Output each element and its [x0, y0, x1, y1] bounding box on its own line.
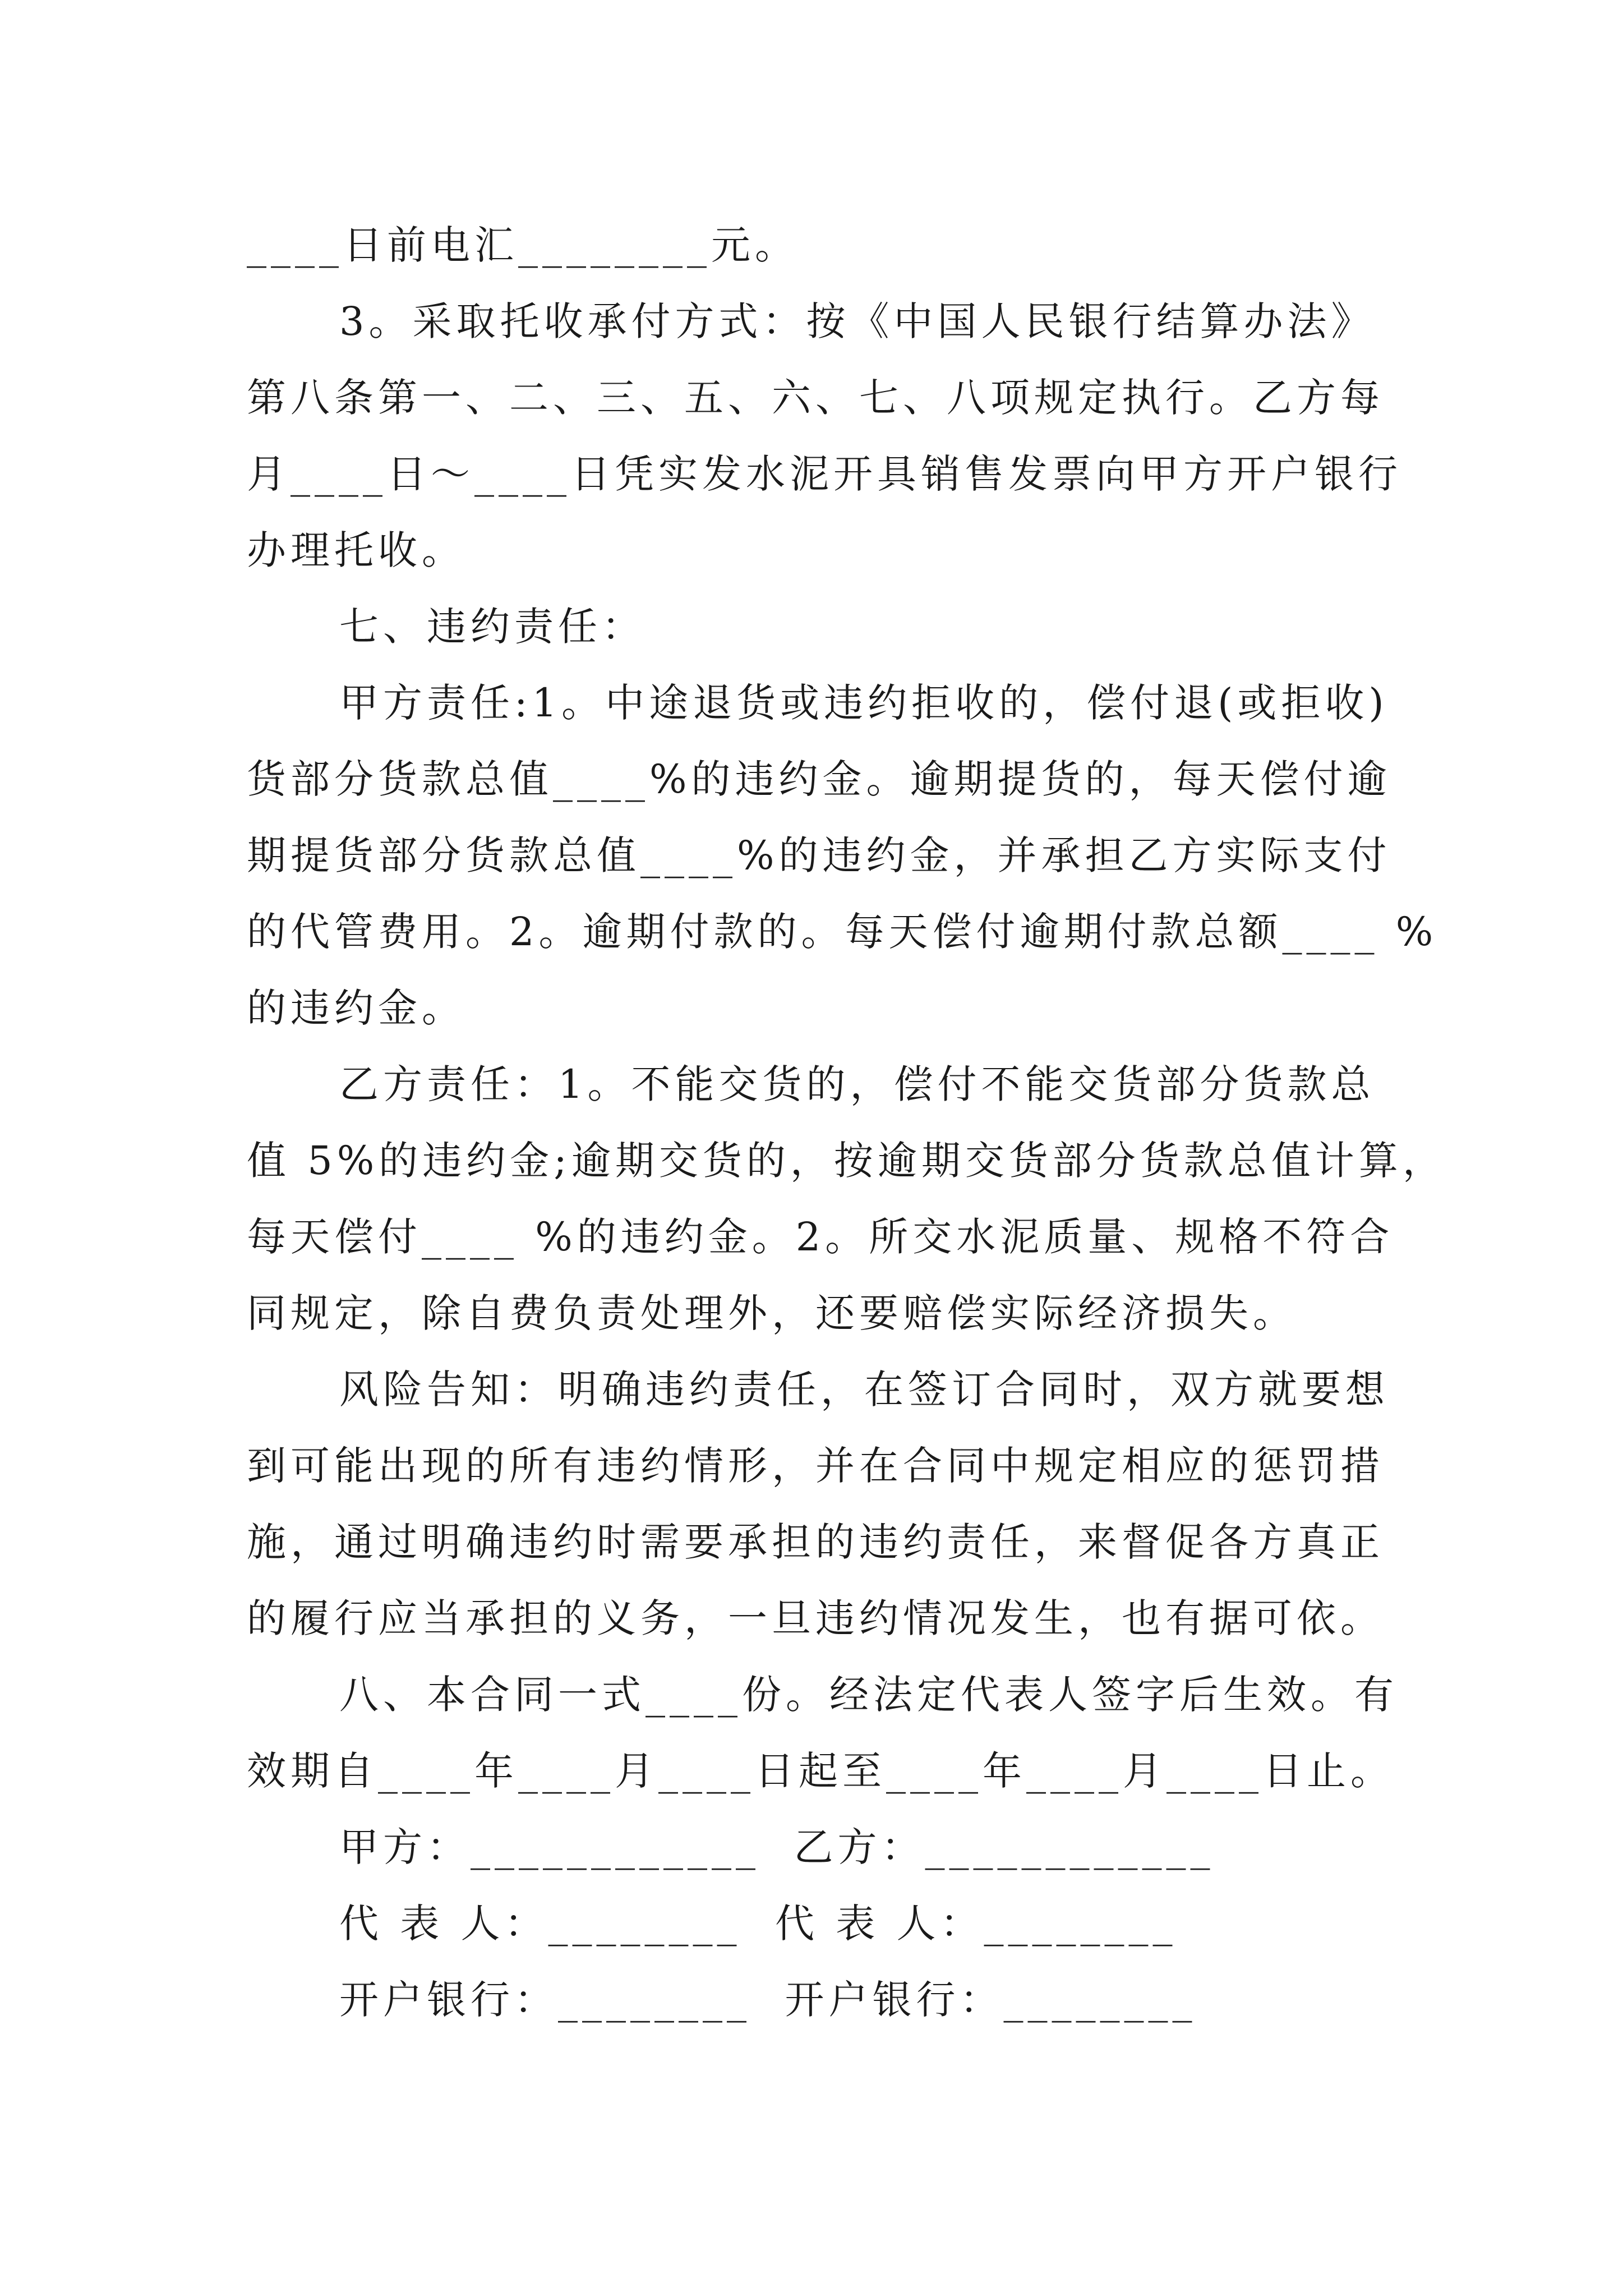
signature-line-bank: 开户银行：________ 开户银行：________: [339, 1977, 1197, 2023]
text-line: 货部分货款总值____%的违约金。逾期提货的，每天偿付逾: [247, 756, 1391, 802]
text-line: 施，通过明确违约时需要承担的违约责任，来督促各方真正: [247, 1519, 1384, 1565]
text-line: 3。采取托收承付方式：按《中国人民银行结算办法》: [339, 298, 1375, 344]
text-line: 的履行应当承担的义务，一旦违约情况发生，也有据可依。: [247, 1595, 1384, 1641]
text-line: 值 5%的违约金;逾期交货的，按逾期交货部分货款总值计算，: [247, 1138, 1446, 1184]
text-line: 第八条第一、二、三、五、六、七、八项规定执行。乙方每: [247, 375, 1384, 421]
text-line: 的违约金。: [247, 985, 465, 1031]
text-line: 风险告知：明确违约责任，在签订合同时，双方就要想: [339, 1366, 1389, 1412]
text-line: 同规定，除自费负责处理外，还要赔偿实际经济损失。: [247, 1290, 1297, 1336]
signature-line-party: 甲方：____________ 乙方：____________: [339, 1824, 1215, 1870]
text-line: 甲方责任:1。中途退货或违约拒收的，偿付退(或拒收): [339, 680, 1389, 726]
text-line: 乙方责任：1。不能交货的，偿付不能交货部分货款总: [339, 1061, 1375, 1107]
text-line: 每天偿付____ %的违约金。2。所交水泥质量、规格不符合: [247, 1214, 1394, 1260]
text-line: 办理托收。: [247, 527, 465, 573]
text-line: 八、本合同一式____份。经法定代表人签字后生效。有: [339, 1672, 1398, 1718]
text-line: ____日前电汇________元。: [247, 222, 799, 268]
text-line: 月____日～____日凭实发水泥开具销售发票向甲方开户银行: [247, 451, 1402, 497]
text-line: 到可能出现的所有违约情形，并在合同中规定相应的惩罚措: [247, 1443, 1384, 1489]
signature-line-representative: 代 表 人：________ 代 表 人：________: [339, 1901, 1177, 1947]
text-line: 效期自____年____月____日起至____年____月____日止。: [247, 1748, 1394, 1794]
text-line: 的代管费用。2。逾期付款的。每天偿付逾期付款总额____ %: [247, 909, 1438, 955]
section-heading: 七、违约责任：: [339, 604, 645, 650]
text-line: 期提货部分货款总值____%的违约金，并承担乙方实际支付: [247, 832, 1391, 878]
